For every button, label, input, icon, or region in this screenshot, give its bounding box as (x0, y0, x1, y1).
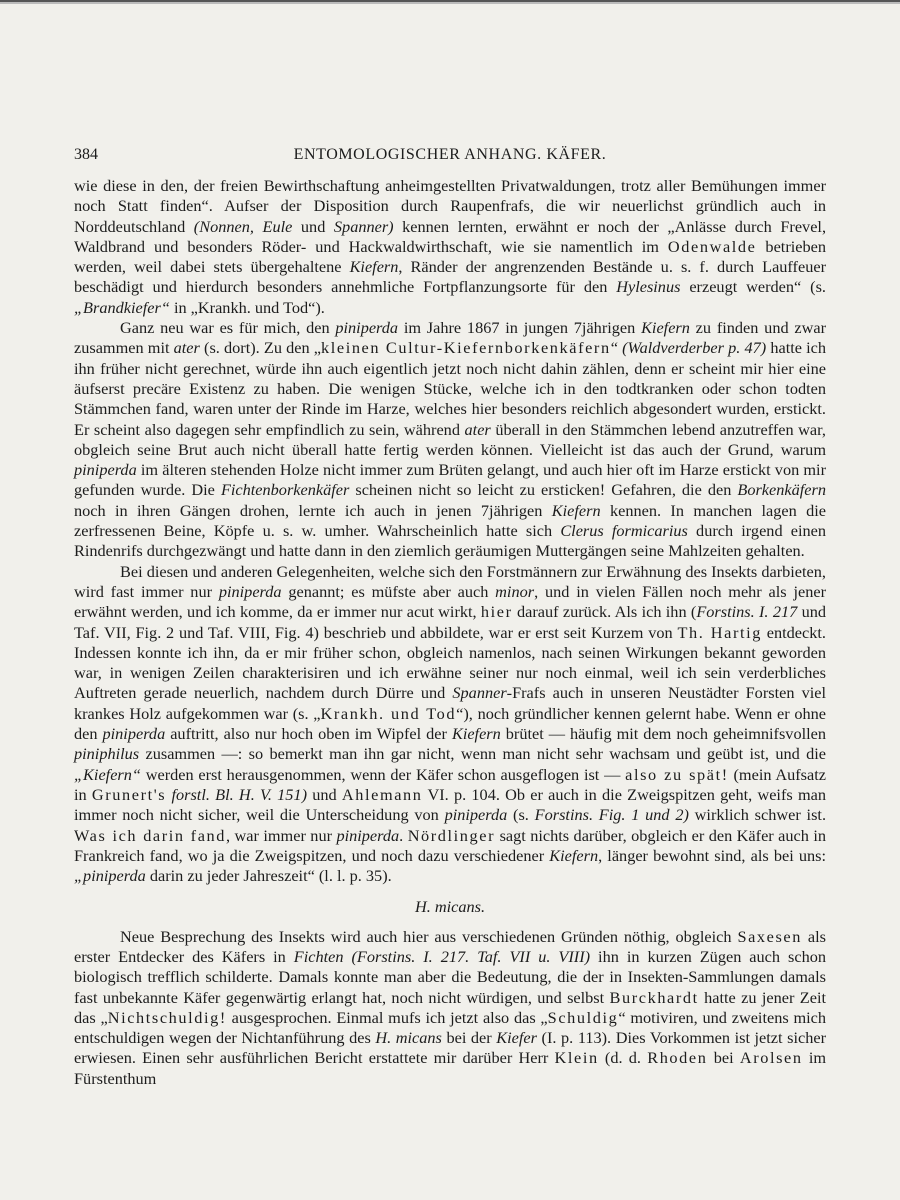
paragraph (74, 176, 826, 318)
spaced-emphasis: Klein (554, 1048, 599, 1068)
text-run: VI. p. 104. Ob er auch in die Zweigspitzen geht, weifs man immer noch nicht sicher, weil die Unterscheidung von (74, 784, 826, 825)
spaced-emphasis: Ahlemann (341, 784, 423, 804)
text-run: (d. d. (598, 1048, 648, 1068)
section-heading (74, 897, 826, 917)
italic-term: Fichtenborkenkäfer (220, 480, 350, 500)
text-run: zu finden und zwar zusammen mit (74, 318, 827, 358)
text-run: im älteren stehenden Holze nicht immer zum Brüten gelangt, und auch hier oft im Harze erstickt von mir gefunden wurde. Die (74, 460, 826, 500)
italic-term: piniphilus (74, 744, 140, 764)
spaced-emphasis: hier (480, 602, 513, 622)
italic-term: „piniperda (74, 866, 146, 886)
text-run: brütet — häufig mit dem noch geheimnifsvollen (500, 724, 826, 744)
text-run: zusammen —: so bemerkt man ihn gar nicht, wenn man nicht sehr wachsam und geübt ist, und die (139, 744, 826, 764)
italic-term: piniperda (218, 581, 282, 601)
italic-term: Forstins. I. 217 (696, 602, 798, 622)
spaced-emphasis: Grunert's (91, 784, 167, 804)
text-run: (I. p. 113). Dies Vorkommen ist jetzt sicher erwiesen. Einen sehr ausführlichen Bericht erstattete mir darüber Herr (74, 1028, 827, 1068)
italic-term: Forstins. Fig. 1 und 2) (534, 805, 689, 825)
spaced-emphasis: also zu spät! (625, 764, 729, 784)
italic-term: „Brandkiefer“ (74, 297, 170, 317)
italic-term: Spanner) (333, 216, 394, 236)
text-run: überall in den Stämmchen lebend anzutreffen war, obgleich seine Brut auch nicht überall hatte fertig werden können. Vielleicht ist das auch der Grund, warum (74, 419, 826, 459)
page-header (74, 144, 826, 166)
text-run: im Fürstenthum (74, 1048, 827, 1088)
italic-term: Hylesinus (616, 277, 681, 297)
text-run: “ (610, 338, 623, 358)
text-run: kennen lernten, erwähnt er noch der „Anlässe durch Frevel, Waldbrand und besonders Röder- und Hackwaldwirthschaft, wie sie namentlich im (74, 216, 827, 256)
text-run: erzeugt werden“ (s. (680, 277, 826, 297)
italic-term: „Kiefern“ (74, 764, 141, 784)
italic-term: Spanner (452, 683, 507, 703)
paragraph (74, 318, 826, 562)
text-run: , Ränder der angrenzenden Bestände u. s. f. durch Lauffeuer beschädigt und hierdurch besonders annehmliche Fortpflanzungsorte für den (74, 257, 826, 297)
text-run: werden erst herausgenommen, wenn der Käfer schon ausgeflogen ist — (140, 764, 626, 784)
text-run: wie diese in den, der freien Bewirthschaftung anheimgestellten Privatwaldungen, trotz aller Bemühungen immer noch Statt finden“. Aufser der Disposition durch Raupenfrafs, die wir neuerlichst gründlich auch in Norddeutschland (74, 176, 826, 236)
text-run: und Taf. VII, Fig. 2 und Taf. VIII, Fig. 4) beschrieb und abbildete, war er erst seit Kurzem von (74, 602, 826, 642)
text-run: hatte zu jener Zeit das „ (74, 987, 827, 1027)
italic-term: Borkenkäfern (737, 480, 826, 500)
text-run: im Jahre 1867 in jungen 7jährigen (398, 318, 642, 338)
text-run: -Frafs auch in unseren Neustädter Forsten viel krankes Holz aufgekommen war (s. „ (74, 683, 826, 723)
text-run: (mein Aufsatz in (74, 764, 826, 804)
text-run: noch in ihren Gängen drohen, lernte ich auch in jenen 7jährigen (74, 500, 552, 520)
text-run: . (399, 825, 408, 845)
paragraph (74, 927, 826, 1089)
text-run: auftritt, also nur hoch oben im Wipfel der (165, 724, 452, 744)
italic-term: forstl. Bl. H. V. 151) (171, 784, 307, 804)
text-run: und (307, 784, 342, 804)
text-run: H. micans. (414, 897, 486, 917)
spaced-emphasis: Was ich darin fand (74, 825, 227, 845)
text-run: “ motiviren, und zweitens mich entschuldigen wegen der Nichtanführung des (74, 1007, 827, 1048)
spaced-emphasis: Burckhardt (609, 987, 699, 1007)
text-run: hatte ich ihn früher nicht gerechnet, würde ihn auch eigentlich jetzt noch nicht dahin zählen, denn er scheint mir hier eine äufserst precäre Existenz zu haben. Die wenigen Stücke, welche ich in den todtkranken oder schon todten Stämmchen fand, waren unter der Rinde im Harze, welches hier besonders reichlich abgesondert wurden, erstickt. Er scheint also dagegen sehr empfindlich zu sein, während (74, 338, 827, 439)
text-run: sagt nichts darüber, obgleich er den Käfer auch in Frankreich fand, wo ja die Zweigspitzen, und noch dazu verschiedener (74, 825, 826, 865)
text-run: entdeckt. Indessen konnte ich ihn, da er mir früher schon, obgleich namenlos, nach seinen Wirkungen bekannt geworden war, in wenigen Zeilen charakterisiren und ich erwähne seiner nur noch einmal, weil ich sein verderbliches Auftreten gerade neuerlich, nachdem durch Dürre und (74, 622, 826, 703)
italic-term: Kiefer (496, 1028, 537, 1048)
spaced-emphasis: Krankh. und Tod (320, 703, 457, 723)
page-number: 384 (74, 146, 98, 163)
text-run: , und in vielen Fällen noch mehr als jener erwähnt werden, und ich komme, da er immer nur acut wirkt, (74, 581, 826, 622)
text-run: wirklich schwer ist. (688, 805, 827, 825)
text-run: und (292, 216, 334, 236)
italic-term: (Nonnen, Eule (193, 216, 293, 236)
italic-term: piniperda (102, 724, 166, 744)
italic-term: (Waldverderber p. 47) (622, 338, 767, 358)
paragraph (74, 562, 826, 887)
spaced-emphasis: Th. Hartig (677, 622, 762, 642)
running-head: ENTOMOLOGISCHER ANHANG. KÄFER. (293, 146, 607, 163)
scan-top-edge (0, 0, 900, 6)
italic-term: ater (173, 338, 200, 358)
body-text (74, 176, 826, 1089)
text-run: (s. dort). Zu den „ (199, 338, 321, 358)
spaced-emphasis: kleinen Cultur-Kiefernborkenkäfern (321, 338, 611, 358)
italic-term: piniperda (444, 805, 508, 825)
text-run: in „Krankh. und Tod“). (169, 297, 325, 317)
spaced-emphasis: Schuldig (547, 1007, 619, 1027)
text-run: durch irgend einen Rindenrifs durchgezwängt und hatte dann in den ziemlich geräumigen Muttergängen seine Mahlzeiten gehalten. (74, 521, 827, 561)
text-run: bei der (441, 1028, 497, 1048)
text-run: Ganz neu war es für mich, den (120, 318, 336, 338)
text-run: Bei diesen und anderen Gelegenheiten, welche sich den Forstmännern zur Erwähnung des Insekts darbieten, wird fast immer nur (74, 561, 826, 601)
spaced-emphasis: Arolsen (739, 1048, 803, 1068)
italic-term: Fichten (Forstins. I. 217. Taf. VII u. VIII) (293, 946, 591, 966)
italic-term: minor (495, 581, 535, 601)
text-run: (s. (507, 805, 535, 825)
text-run: ihn in kurzen Zügen auch schon biologisch trefflich schilderte. Damals konnte man aber die Bedeutung, die der in Insekten-Sammlungen damals fast unbekannte Käfer gegenwärtig erlangt hat, noch nicht würdigen, und selbst (74, 946, 827, 1007)
italic-term: ater (464, 419, 491, 439)
text-run: bei (707, 1048, 740, 1068)
text-run: genannt; es müfste aber auch (281, 581, 496, 601)
italic-term: piniperda (335, 318, 399, 338)
text-run: betrieben werden, weil dabei stets übergehaltene (74, 236, 827, 277)
italic-term: Clerus formicarius (560, 521, 688, 541)
italic-term: H. micans (375, 1028, 442, 1048)
italic-term: Kiefern (349, 257, 399, 277)
text-run: darin zu jeder Jahreszeit“ (l. l. p. 35). (145, 866, 392, 886)
text-run: als erster Entdecker des Käfers in (74, 926, 826, 966)
italic-term: piniperda (74, 460, 137, 480)
spaced-emphasis: Saxesen (737, 926, 802, 946)
italic-term: Kiefern (451, 724, 501, 744)
spaced-emphasis: Nichtschuldig! (107, 1007, 227, 1027)
text-run: ausgesprochen. Einmal mufs ich jetzt also das „ (226, 1007, 548, 1027)
text-run: scheinen nicht so leicht zu ersticken! Gefahren, die den (349, 480, 738, 500)
italic-term: piniperda (336, 825, 400, 845)
text-run: kennen. In manchen lagen die zerfressenen Beine, Köpfe u. s. w. umher. Wahrscheinlich hatte sich (74, 500, 827, 541)
spaced-emphasis: Nördlinger (407, 825, 496, 845)
spaced-emphasis: Rhoden (647, 1048, 708, 1068)
spaced-emphasis: Odenwalde (667, 236, 757, 256)
text-run: Neue Besprechung des Insekts wird auch hier aus verschiedenen Gründen nöthig, obgleich (120, 926, 738, 946)
text-run: , länger bewohnt sind, als bei uns: (598, 845, 826, 865)
text-run: darauf zurück. Als ich ihn ( (512, 602, 697, 622)
italic-term: Kiefern (549, 845, 599, 865)
italic-term: Kiefern (551, 500, 601, 520)
text-run: “), noch gründlicher kennen gelernt habe. Wenn er ohne den (74, 703, 827, 744)
italic-term: Kiefern (641, 318, 690, 338)
text-run: , war immer nur (226, 825, 337, 845)
